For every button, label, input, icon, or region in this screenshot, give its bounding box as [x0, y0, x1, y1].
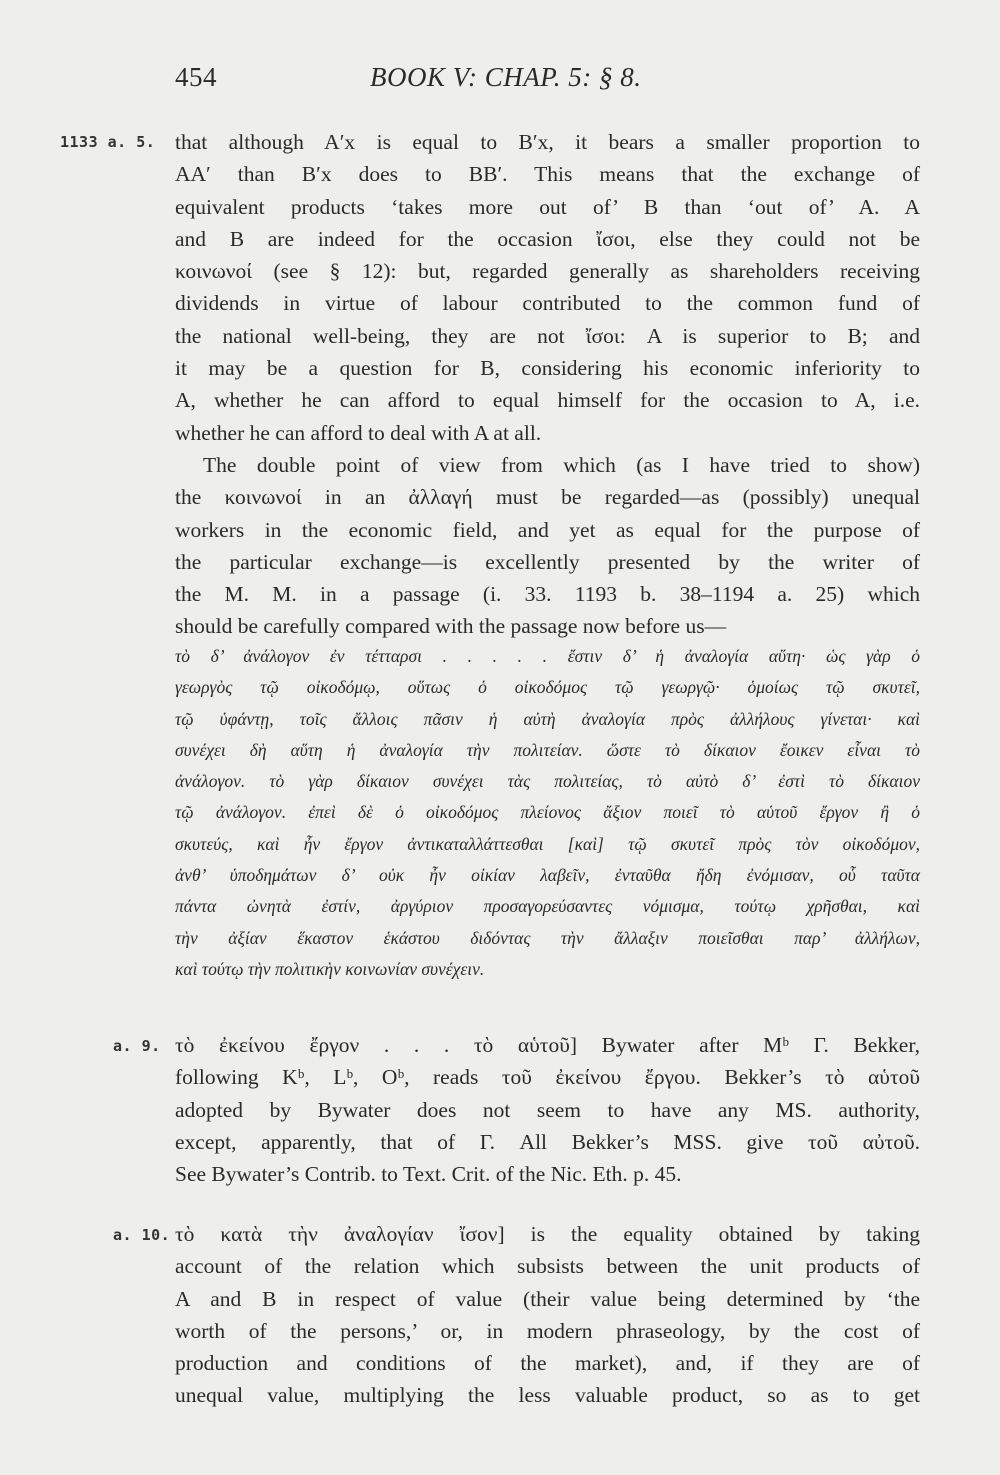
greek-line: ἀνθ’ ὑποδημάτων δ’ οὐκ ἦν οἰκίαν λαβεῖν, ἐνταῦθα ἤδη ἐνόμισαν, οὗ ταῦτα	[175, 865, 920, 886]
text-line: production and conditions of the market), and, if they are of	[175, 1351, 920, 1376]
greek-line: τὴν ἀξίαν ἕκαστον ἑκάστου διδόντας τὴν ἄλλαξιν ποιεῖσθαι παρ’ ἀλλήλων,	[175, 927, 920, 948]
text-line: dividends in virtue of labour contributed to the common fund of	[175, 291, 920, 316]
greek-line: τὸ δ’ ἀνάλογον ἐν τέτταρσι . . . . . ἔστιν δ’ ἡ ἀναλογία αὕτη· ὡς γὰρ ὁ	[175, 646, 920, 666]
page-number: 454	[175, 62, 217, 92]
text-line: workers in the economic field, and yet as equal for the purpose of	[175, 517, 920, 542]
text-line: τὸ κατὰ τὴν ἀναλογίαν ἴσον] is the equality obtained by taking	[175, 1222, 920, 1246]
text-line: A and B in respect of value (their value being determined by ‘the	[175, 1286, 920, 1311]
text-line: adopted by Bywater does not seem to have any MS. authority,	[175, 1097, 920, 1122]
text-line: following Kᵇ, Lᵇ, Oᵇ, reads τοῦ ἐκείνου ἔργου. Bekker’s τὸ αὑτοῦ	[175, 1065, 920, 1090]
commentary-paragraph	[175, 126, 920, 449]
text-line: AA′ than B′x does to BB′. This means that the exchange of	[175, 162, 920, 187]
commentary-paragraph	[175, 1218, 920, 1412]
commentary-paragraph	[175, 1029, 920, 1190]
commentary-paragraph	[175, 449, 920, 643]
text-line: the national well-being, they are not ἴσοι: A is superior to B; and	[175, 323, 920, 348]
greek-line: συνέχει δὴ αὕτη ἡ ἀναλογία τὴν πολιτείαν. ὥστε τὸ δίκαιον ἔοικεν εἶναι τὸ	[175, 739, 920, 760]
greek-line: πάντα ὠνητὰ ἐστίν, ἀργύριον προσαγορεύσαντες νόμισμα, τούτῳ χρῆσθαι, καὶ	[175, 896, 920, 917]
running-header	[175, 62, 920, 102]
note-reference: a. 10.	[113, 1226, 171, 1244]
note-reference: 1133 a. 5.	[60, 133, 156, 151]
greek-line: σκυτεύς, καὶ ἦν ἔργον ἀντικαταλλάττεσθαι [καὶ] τῷ σκυτεῖ πρὸς τὸν οἰκοδόμον,	[175, 833, 920, 854]
text-line: equivalent products ‘takes more out of’ B than ‘out of’ A. A	[175, 194, 920, 219]
greek-quotation	[175, 641, 920, 985]
text-line: See Bywater’s Contrib. to Text. Crit. of the Nic. Eth. p. 45.	[175, 1162, 682, 1187]
greek-line: καὶ τούτῳ τὴν πολιτικὴν κοινωνίαν συνέχειν.	[175, 958, 485, 979]
greek-line: ἀνάλογον. τὸ γὰρ δίκαιον συνέχει τὰς πολιτείας, τὸ αὐτὸ δ’ ἐστὶ τὸ δίκαιον	[175, 771, 920, 792]
greek-line: γεωργὸς τῷ οἰκοδόμῳ, οὕτως ὁ οἰκοδόμος τῷ γεωργῷ· ὁμοίως τῷ σκυτεῖ,	[175, 677, 920, 698]
running-title: BOOK V: CHAP. 5: § 8.	[370, 62, 642, 92]
text-line: except, apparently, that of Γ. All Bekker’s MSS. give τοῦ αὐτοῦ.	[175, 1129, 920, 1154]
text-line: κοινωνοί (see § 12): but, regarded generally as shareholders receiving	[175, 259, 920, 284]
text-line: it may be a question for B, considering his economic inferiority to	[175, 356, 920, 381]
text-line: The double point of view from which (as I have tried to show)	[203, 453, 920, 477]
text-line: the κοινωνοί in an ἀλλαγή must be regarded—as (possibly) unequal	[175, 485, 920, 510]
text-line: A, whether he can afford to equal himself for the occasion to A, i.e.	[175, 388, 920, 413]
text-line: and B are indeed for the occasion ἴσοι, else they could not be	[175, 226, 920, 251]
greek-line: τῷ ἀνάλογον. ἐπεὶ δὲ ὁ οἰκοδόμος πλείονος ἄξιον ποιεῖ τὸ αὑτοῦ ἔργον ἢ ὁ	[175, 802, 920, 823]
text-line: account of the relation which subsists between the unit products of	[175, 1254, 920, 1279]
text-line: whether he can afford to deal with A at all.	[175, 420, 542, 445]
note-reference: a. 9.	[113, 1037, 161, 1055]
greek-line: τῷ ὑφάντῃ, τοῖς ἄλλοις πᾶσιν ἡ αὐτὴ ἀναλογία πρὸς ἀλλήλους γίνεται· καὶ	[175, 708, 920, 729]
text-line: should be carefully compared with the passage now before us—	[175, 614, 727, 639]
text-line: worth of the persons,’ or, in modern phraseology, by the cost of	[175, 1318, 920, 1343]
text-line: the M. M. in a passage (i. 33. 1193 b. 38–1194 a. 25) which	[175, 582, 920, 607]
text-line: that although A′x is equal to B′x, it bears a smaller proportion to	[175, 130, 920, 154]
text-line: unequal value, multiplying the less valuable product, so as to get	[175, 1383, 920, 1408]
text-line: τὸ ἐκείνου ἔργον . . . τὸ αὑτοῦ] Bywater after Mᵇ Γ. Bekker,	[175, 1033, 920, 1057]
text-line: the particular exchange—is excellently presented by the writer of	[175, 549, 920, 574]
